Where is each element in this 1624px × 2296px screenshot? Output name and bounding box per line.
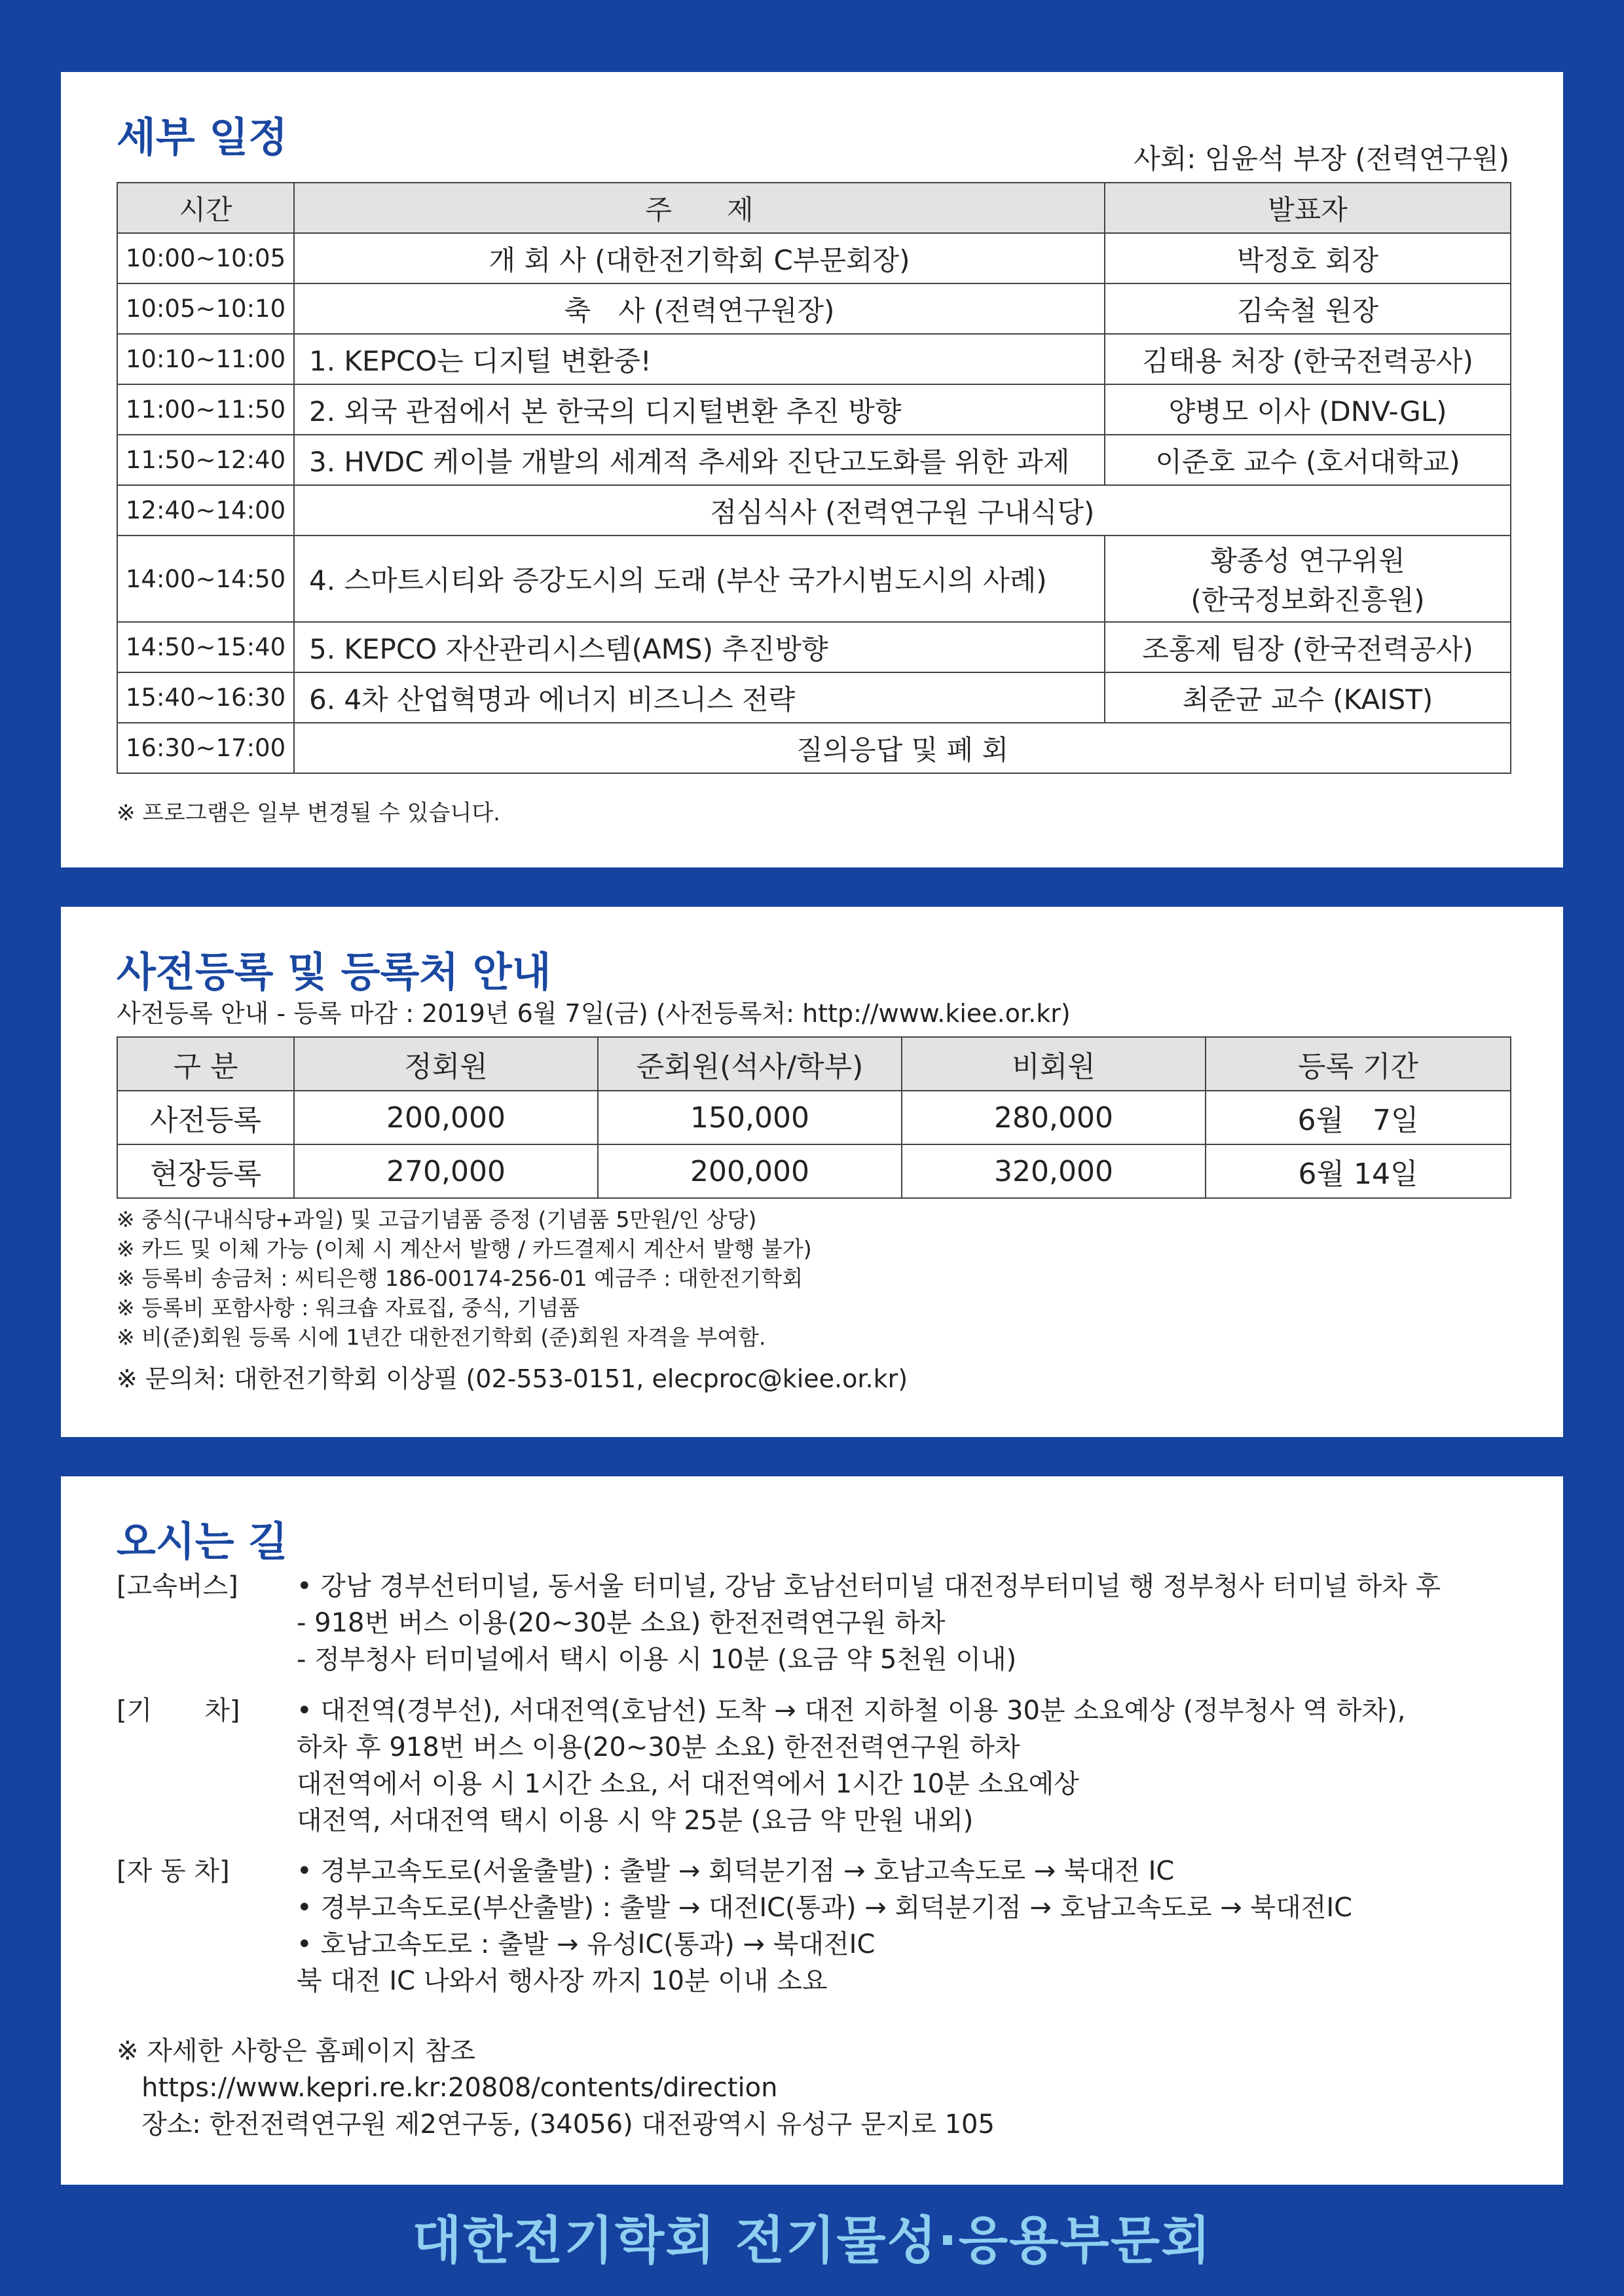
fee-category: 사전등록 xyxy=(117,1091,294,1144)
session-topic: 점심식사 (전력연구원 구내식당) xyxy=(294,485,1511,536)
route-line: • 대전역(경부선), 서대전역(호남선) 도착 → 대전 지하철 이용 30분 소요예상 (정부청사 역 하차), xyxy=(297,1696,1406,1726)
header-time: 시간 xyxy=(117,183,294,233)
route-line: - 정부청사 터미널에서 택시 이용 시 10분 (요금 약 5천원 이내) xyxy=(297,1645,1017,1675)
table-row xyxy=(117,233,1511,283)
route-line: 하차 후 918번 버스 이용(20~30분 소요) 한전전력연구원 하차 xyxy=(297,1732,1020,1762)
registration-note: ※ 등록비 포함사항 : 워크숍 자료집, 중식, 기념품 xyxy=(117,1295,580,1321)
speaker-name: 황종성 연구위원 xyxy=(1210,545,1405,577)
schedule-title: 세부 일정 xyxy=(117,113,288,161)
schedule-note: ※ 프로그램은 일부 변경될 수 있습니다. xyxy=(117,800,500,826)
contact-info: ※ 문의처: 대한전기학회 이상필 (02-553-0151, elecproc@kiee.or.kr) xyxy=(117,1364,908,1393)
schedule-table xyxy=(117,182,1511,774)
route-label: [자 동 차] xyxy=(117,1856,230,1886)
table-row xyxy=(117,485,1511,536)
fee-category: 현장등록 xyxy=(117,1144,294,1198)
header-associate: 준회원(석사/학부) xyxy=(598,1037,902,1091)
session-time: 15:40~16:30 xyxy=(117,672,294,723)
session-topic: 5. KEPCO 자산관리시스템(AMS) 추진방향 xyxy=(294,622,1105,672)
session-topic: 개 회 사 (대한전기학회 C부문회장) xyxy=(294,233,1105,283)
directions-title: 오시는 길 xyxy=(117,1518,288,1565)
session-time: 11:00~11:50 xyxy=(117,384,294,435)
header-nonmember: 비회원 xyxy=(902,1037,1206,1091)
schedule-panel xyxy=(61,72,1563,867)
table-row xyxy=(117,672,1511,723)
route-line: • 경부고속도로(부산출발) : 출발 → 대전IC(통과) → 회덕분기점 → 호남고속도로 → 북대전IC xyxy=(297,1893,1353,1923)
route-line: 대전역, 서대전역 택시 이용 시 약 25분 (요금 약 만원 내외) xyxy=(297,1806,974,1836)
session-speaker: 최준균 교수 (KAIST) xyxy=(1105,672,1511,723)
fee-nonmember: 280,000 xyxy=(902,1091,1206,1144)
registration-notes xyxy=(117,1205,812,1352)
route-line: 북 대전 IC 나와서 행사장 까지 10분 이내 소요 xyxy=(297,1966,828,1996)
session-time: 14:50~15:40 xyxy=(117,622,294,672)
registration-note: ※ 비(준)회원 등록 시에 1년간 대한전기학회 (준)회원 자격을 부여함. xyxy=(117,1324,766,1350)
session-topic: 1. KEPCO는 디지털 변환중! xyxy=(294,334,1105,384)
host-info: 사회: 임윤석 부장 (전력연구원) xyxy=(1134,143,1509,175)
fee-table xyxy=(117,1036,1511,1199)
detail-line: ※ 자세한 사항은 홈페이지 참조 xyxy=(117,2036,476,2066)
session-time: 10:00~10:05 xyxy=(117,233,294,283)
session-speaker: 조홍제 팀장 (한국전력공사) xyxy=(1105,622,1511,672)
registration-note: ※ 카드 및 이체 가능 (이체 시 계산서 발행 / 카드결제시 계산서 발행 불가) xyxy=(117,1236,812,1262)
registration-panel xyxy=(61,907,1563,1437)
table-row xyxy=(117,283,1511,334)
directions-panel xyxy=(61,1476,1563,2185)
session-time: 10:05~10:10 xyxy=(117,283,294,334)
session-speaker: 김태용 처장 (한국전력공사) xyxy=(1105,334,1511,384)
session-topic: 2. 외국 관점에서 본 한국의 디지털변환 추진 방향 xyxy=(294,384,1105,435)
venue-address: 장소: 한전전력연구원 제2연구동, (34056) 대전광역시 유성구 문지로 105 xyxy=(117,2109,995,2140)
registration-title: 사전등록 및 등록처 안내 xyxy=(117,948,551,996)
header-category: 구 분 xyxy=(117,1037,294,1091)
route-line: 대전역에서 이용 시 1시간 소요, 서 대전역에서 1시간 10분 소요예상 xyxy=(297,1769,1079,1799)
route-line: • 호남고속도로 : 출발 → 유성IC(통과) → 북대전IC xyxy=(297,1929,876,1959)
session-time: 14:00~14:50 xyxy=(117,536,294,622)
session-topic: 축 사 (전력연구원장) xyxy=(294,283,1105,334)
session-time: 10:10~11:00 xyxy=(117,334,294,384)
organization-name: 대한전기학회 전기물성·응용부문회 xyxy=(412,2212,1212,2270)
route-label: [기 차] xyxy=(117,1696,240,1726)
table-row xyxy=(117,622,1511,672)
session-time: 16:30~17:00 xyxy=(117,723,294,773)
fee-header-row xyxy=(117,1037,1511,1091)
header-speaker: 발표자 xyxy=(1105,183,1511,233)
header-regular: 정회원 xyxy=(294,1037,598,1091)
fee-nonmember: 320,000 xyxy=(902,1144,1206,1198)
fee-period: 6월 14일 xyxy=(1206,1144,1511,1198)
route-line: • 강남 경부선터미널, 동서울 터미널, 강남 호남선터미널 대전정부터미널 행 정부청사 터미널 하차 후 xyxy=(297,1571,1441,1601)
table-row xyxy=(117,723,1511,773)
route-label: [고속버스] xyxy=(117,1571,238,1601)
session-topic: 3. HVDC 케이블 개발의 세계적 추세와 진단고도화를 위한 과제 xyxy=(294,435,1105,485)
registration-subtitle: 사전등록 안내 - 등록 마감 : 2019년 6월 7일(금) (사전등록처: http://www.kiee.or.kr) xyxy=(117,999,1071,1028)
session-speaker: 김숙철 원장 xyxy=(1105,283,1511,334)
registration-note: ※ 중식(구내식당+과일) 및 고급기념품 증정 (기념품 5만원/인 상당) xyxy=(117,1207,757,1232)
fee-associate: 150,000 xyxy=(598,1091,902,1144)
table-row xyxy=(117,334,1511,384)
registration-note: ※ 등록비 송금처 : 씨티은행 186-00174-256-01 예금주 : 대한전기학회 xyxy=(117,1266,803,1291)
header-topic: 주 제 xyxy=(294,183,1105,233)
homepage-link[interactable]: https://www.kepri.re.kr:20808/contents/direction xyxy=(117,2073,778,2103)
fee-period: 6월 7일 xyxy=(1206,1091,1511,1144)
session-time: 11:50~12:40 xyxy=(117,435,294,485)
table-row xyxy=(117,435,1511,485)
fee-regular: 200,000 xyxy=(294,1091,598,1144)
session-topic: 6. 4차 산업혁명과 에너지 비즈니스 전략 xyxy=(294,672,1105,723)
session-topic: 4. 스마트시티와 증강도시의 도래 (부산 국가시범도시의 사례) xyxy=(294,536,1105,622)
table-row xyxy=(117,1144,1511,1198)
session-speaker: 박정호 회장 xyxy=(1105,233,1511,283)
session-speaker: 양병모 이사 (DNV-GL) xyxy=(1105,384,1511,435)
fee-regular: 270,000 xyxy=(294,1144,598,1198)
speaker-affiliation: (한국정보화진흥원) xyxy=(1190,584,1425,616)
route-line: - 918번 버스 이용(20~30분 소요) 한전전력연구원 하차 xyxy=(297,1608,946,1638)
schedule-header-row xyxy=(117,183,1511,233)
session-topic: 질의응답 및 폐 회 xyxy=(294,723,1511,773)
table-row xyxy=(117,536,1511,622)
table-row xyxy=(117,384,1511,435)
header-period: 등록 기간 xyxy=(1206,1037,1511,1091)
session-time: 12:40~14:00 xyxy=(117,485,294,536)
direction-details xyxy=(117,2033,995,2143)
route-line: • 경부고속도로(서울출발) : 출발 → 회덕분기점 → 호남고속도로 → 북대전 IC xyxy=(297,1856,1175,1886)
table-row xyxy=(117,1091,1511,1144)
session-speaker: 이준호 교수 (호서대학교) xyxy=(1105,435,1511,485)
fee-associate: 200,000 xyxy=(598,1144,902,1198)
session-speaker xyxy=(1105,536,1511,622)
